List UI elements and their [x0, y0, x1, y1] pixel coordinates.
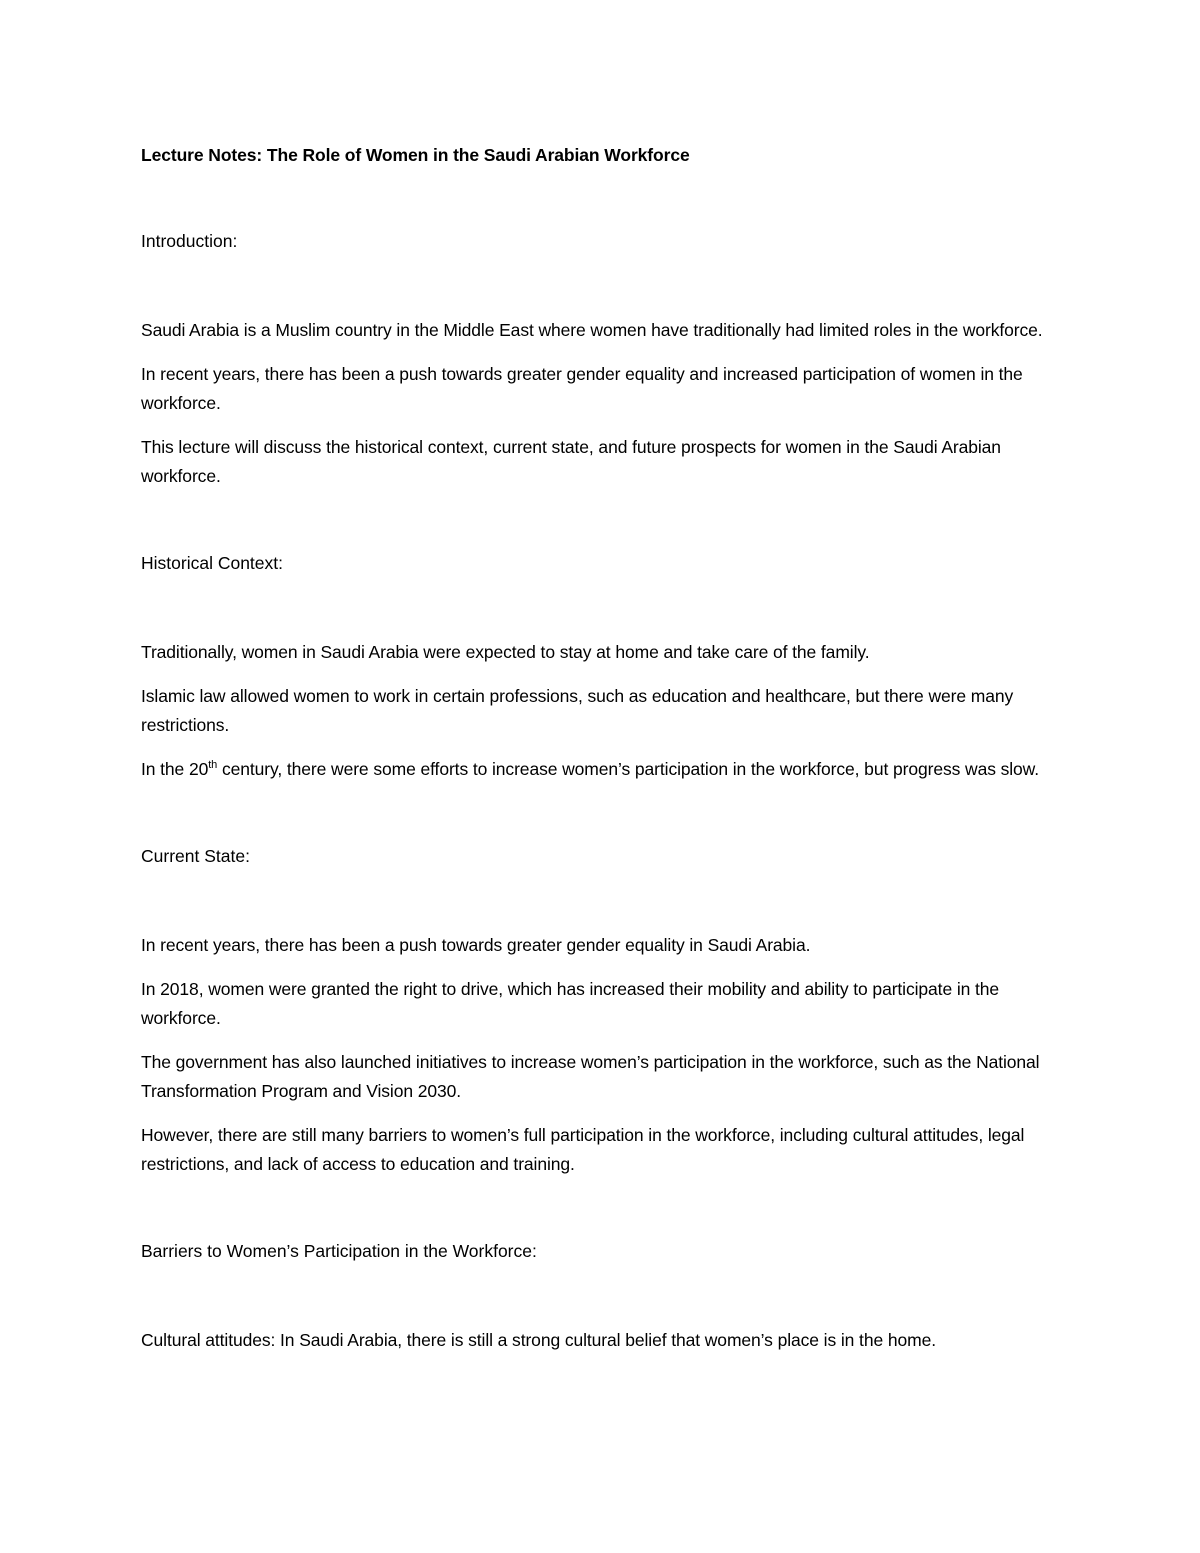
paragraph: However, there are still many barriers to women’s full participation in the workforce, including cultural attitudes, legal restrictions, and lack of access to education and training.	[141, 1125, 1025, 1174]
section-heading-historical-context: Historical Context:	[141, 553, 283, 573]
document-title: Lecture Notes: The Role of Women in the Saudi Arabian Workforce	[141, 145, 690, 165]
paragraph-text: In the 20	[141, 759, 209, 779]
paragraph: Saudi Arabia is a Muslim country in the Middle East where women have traditionally had limited roles in the workforce.	[141, 320, 1043, 340]
section-heading-barriers: Barriers to Women’s Participation in the Workforce:	[141, 1241, 537, 1261]
section-heading-introduction: Introduction:	[141, 231, 238, 251]
document-body	[141, 141, 1071, 1355]
paragraph: Islamic law allowed women to work in certain professions, such as education and healthcare, but there were many restrictions.	[141, 686, 1014, 735]
paragraph: In recent years, there has been a push towards greater gender equality and increased participation of women in the workforce.	[141, 364, 1023, 413]
paragraph: Traditionally, women in Saudi Arabia were expected to stay at home and take care of the family.	[141, 642, 870, 662]
paragraph: In recent years, there has been a push towards greater gender equality in Saudi Arabia.	[141, 935, 811, 955]
superscript: th	[208, 759, 218, 772]
section-heading-current-state: Current State:	[141, 846, 250, 866]
paragraph	[141, 755, 1071, 784]
paragraph: In 2018, women were granted the right to drive, which has increased their mobility and ability to participate in the workforce.	[141, 979, 1000, 1028]
paragraph: Cultural attitudes: In Saudi Arabia, there is still a strong cultural belief that women’s place is in the home.	[141, 1330, 936, 1350]
paragraph: The government has also launched initiatives to increase women’s participation in the workforce, such as the National Transformation Program and Vision 2030.	[141, 1052, 1040, 1101]
paragraph: This lecture will discuss the historical context, current state, and future prospects for women in the Saudi Arabian workforce.	[141, 437, 1001, 486]
paragraph-text: century, there were some efforts to increase women’s participation in the workforce, but progress was slow.	[217, 759, 1040, 779]
